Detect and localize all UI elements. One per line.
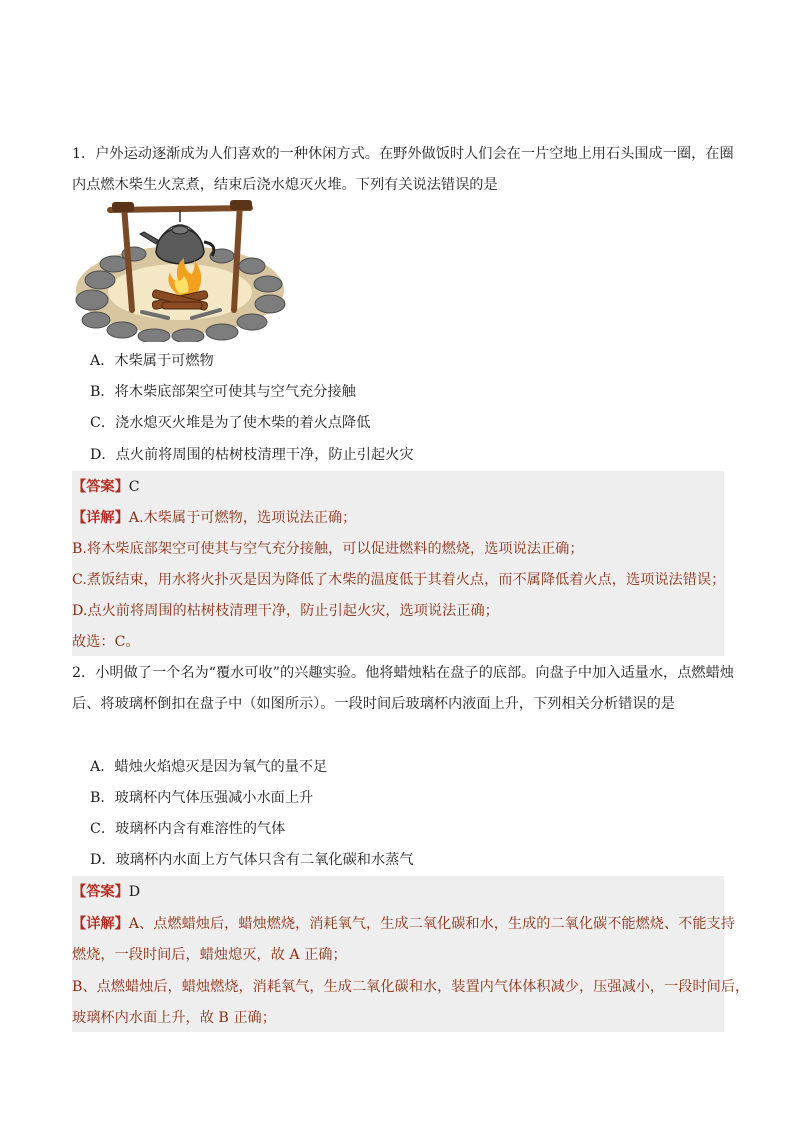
q2-option-c: C．玻璃杯内含有难溶性的气体 (90, 821, 286, 837)
q1-option-d: D．点火前将周围的枯树枝清理干净，防止引起火灾 (90, 447, 414, 463)
q1-detail-line5: 故选：C。 (72, 634, 140, 650)
q2-answer (72, 882, 140, 902)
q1-option-b: B．将木柴底部架空可使其与空气充分接触 (90, 384, 356, 400)
answer-tag: 【答案】 (72, 884, 129, 900)
answer-value: D (128, 884, 141, 900)
campfire-illustration (72, 200, 288, 342)
q2-detail-text1: A、点燃蜡烛后，蜡烛燃烧，消耗氧气，生成二氧化碳和水，生成的二氧化碳不能燃烧、不能支持 (128, 916, 735, 932)
q2-option-a: A．蜡烛火焰熄灭是因为氧气的量不足 (90, 759, 328, 775)
q2-answer-block (72, 876, 750, 1032)
q2-option-b: B．玻璃杯内气体压强减小水面上升 (90, 790, 314, 806)
answer-value: C (128, 479, 140, 495)
q2-detail-line3: B、点燃蜡烛后，蜡烛燃烧，消耗氧气，生成二氧化碳和水，装置内气体体积减少，压强减小，一段时间后， (72, 979, 750, 995)
q1-detail-line3: C.煮饭结束，用水将火扑灭是因为降低了木柴的温度低于其着火点，而不属降低着火点，选项说法错误； (72, 572, 726, 588)
detail-tag: 【详解】 (72, 916, 129, 932)
q1-option-a: A．木柴属于可燃物 (90, 353, 214, 369)
q2-detail-line2: 燃烧，一段时间后，蜡烛熄灭，故 A 正确； (72, 947, 347, 963)
q1-detail-line1 (72, 508, 356, 528)
q1-stem-line1: 1．户外运动逐渐成为人们喜欢的一种休闲方式。在野外做饭时人们会在一片空地上用石头围成一圈，在圈 (72, 146, 734, 162)
q2-stem-line2: 后、将玻璃杯倒扣在盘子中（如图所示）。一段时间后玻璃杯内液面上升，下列相关分析错误的是 (72, 696, 675, 712)
q2-detail-line1 (72, 914, 735, 934)
q1-stem-line2: 内点燃木柴生火烹煮，结束后浇水熄灭火堆。下列有关说法错误的是 (72, 177, 498, 193)
q1-answer (72, 477, 140, 497)
q1-detail-line2: B.将木柴底部架空可使其与空气充分接触，可以促进燃料的燃烧，选项说法正确； (72, 541, 584, 557)
q1-detail-line4: D.点火前将周围的枯树枝清理干净，防止引起火灾，选项说法正确； (72, 603, 499, 619)
detail-tag: 【详解】 (72, 510, 129, 526)
q1-detail-text1: A.木柴属于可燃物，选项说法正确； (128, 510, 357, 526)
q2-detail-line4: 玻璃杯内水面上升，故 B 正确； (72, 1010, 276, 1026)
q1-option-c: C．浇水熄灭火堆是为了使木柴的着火点降低 (90, 415, 371, 431)
q2-stem-line1: 2．小明做了一个名为“覆水可收”的兴趣实验。他将蜡烛粘在盘子的底部。向盘子中加入适量水，点燃蜡烛 (72, 665, 734, 681)
q1-answer-block (72, 471, 724, 656)
answer-tag: 【答案】 (72, 479, 129, 495)
q2-option-d: D．玻璃杯内水面上方气体只含有二氧化碳和水蒸气 (90, 852, 414, 868)
